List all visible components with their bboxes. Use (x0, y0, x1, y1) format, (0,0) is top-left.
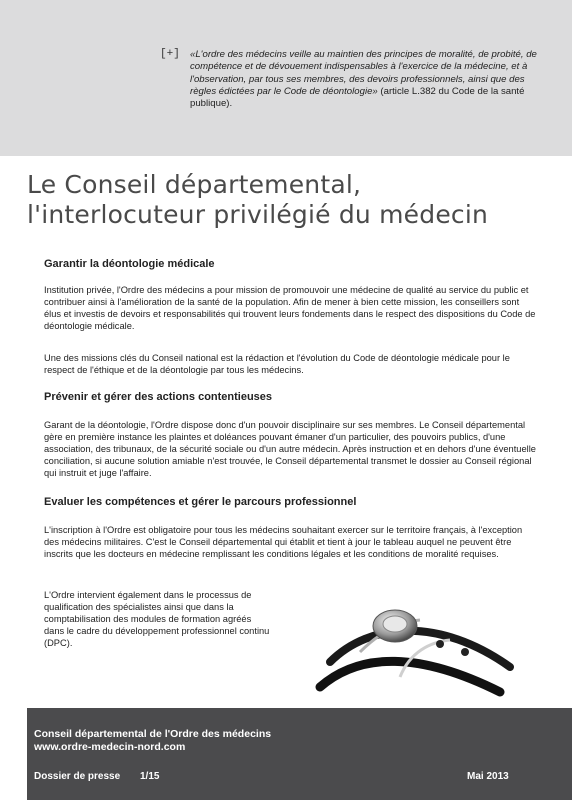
footer-document-label: Dossier de presse (34, 771, 121, 782)
section-heading-deontologie: Garantir la déontologie médicale (44, 258, 215, 270)
section-heading-competences: Evaluer les compétences et gérer le parcours professionnel (44, 496, 357, 508)
stethoscope-icon (300, 592, 520, 712)
section-heading-contentieux: Prévenir et gérer des actions contentieuses (44, 391, 273, 403)
expand-bracket-icon: [+] (160, 48, 180, 60)
section-paragraph: L'inscription à l'Ordre est obligatoire pour tous les médecins souhaitant exercer sur le territoire français, à l'exception des médecins militaires. C'est le Conseil départemental qui établit et tient à jour le tableau auquel ne peuvent être inscrits que les docteurs en médecine remplissant les conditions légales et les conditions de moralité requises. (44, 525, 523, 559)
legal-quote (190, 49, 540, 110)
footer-date: Mai 2013 (467, 771, 509, 782)
title-line-1: Le Conseil départemental, (27, 170, 362, 199)
section-paragraph: L'Ordre intervient également dans le processus de qualification des spécialistes ainsi que dans la comptabilisation des modules de formation agréés dans le cadre du développement professionnel continu (DPC). (44, 590, 270, 648)
title-line-2: l'interlocuteur privilégié du médecin (27, 200, 489, 229)
quote-italic-text: «L'ordre des médecins veille au maintien des principes de moralité, de probité, de compétence et de dévouement indispensables à l'exercice de la médecine, et à l'observation, par tous ses membres, des devoirs professionnels, ainsi que des règles édictées par le Code de déontologie» (190, 49, 537, 97)
page-title (27, 170, 557, 230)
page-footer (27, 708, 572, 800)
footer-organization: Conseil départemental de l'Ordre des médecins (34, 728, 272, 740)
footer-page-number: 1/15 (140, 771, 160, 782)
section-paragraph: Une des missions clés du Conseil national est la rédaction et l'évolution du Code de déontologie médicale pour le respect de l'éthique et de la déontologie par tous les médecins. (44, 353, 510, 375)
quote-citation: (article L.382 du Code de la santé publique). (190, 85, 525, 110)
footer-website-link[interactable]: www.ordre-medecin-nord.com (34, 741, 186, 753)
section-paragraph: Garant de la déontologie, l'Ordre dispose donc d'un pouvoir disciplinaire sur ses membres. Le Conseil départemental gère en première instance les plaintes et doléances pouvant émaner d'un particulier, des pouvoirs publics, d'une association, des tribunaux, de la sécurité sociale ou d'un autre médecin. Après instruction et en dehors d'une éventuelle conciliation, si aucune solution amiable n'est trouvée, le Conseil départemental transmet le dossier au Conseil régional qui instruit et juge l'affaire. (44, 420, 536, 478)
section-paragraph: Institution privée, l'Ordre des médecins a pour mission de promouvoir une médecine de qualité au service du public et contribuer ainsi à l'amélioration de la santé de la population. Afin de mener à bien cette mission, les conseillers sont élus et investis de devoirs et responsabilités qui trouvent leurs fondements dans le respect des dispositions du Code de déontologie médicale. (44, 285, 536, 331)
